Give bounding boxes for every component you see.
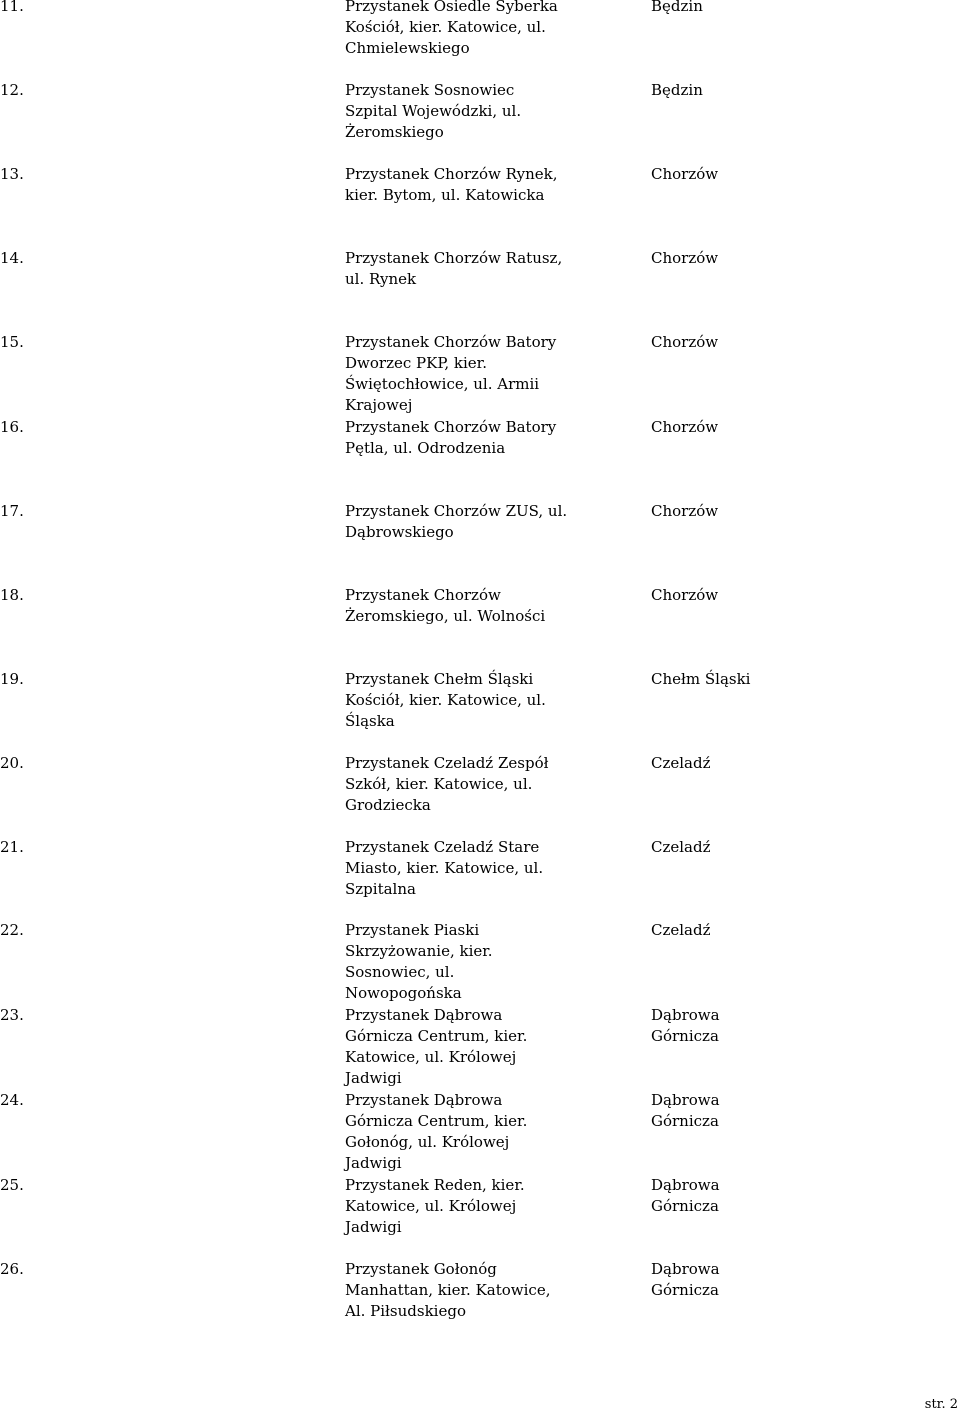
stop-name-line: Przystanek Chorzów Batory — [345, 418, 557, 436]
page-number: str. 2 — [924, 1397, 958, 1412]
stop-name-line: Żeromskiego — [345, 123, 444, 141]
stop-name — [345, 1005, 645, 1089]
city-name — [651, 1259, 851, 1301]
city-name-line: Dąbrowa — [651, 1176, 720, 1194]
stop-name-line: Świętochłowice, ul. Armii — [345, 375, 540, 393]
stop-name-line: Dworzec PKP, kier. — [345, 354, 487, 372]
city-name — [651, 248, 851, 269]
stop-name — [345, 417, 645, 459]
city-name-line: Będzin — [651, 81, 703, 99]
stop-name-line: Jadwigi — [345, 1154, 402, 1172]
stop-name-line: Pętla, ul. Odrodzenia — [345, 439, 506, 457]
stop-name-line: Al. Piłsudskiego — [345, 1302, 466, 1320]
city-name — [651, 1090, 851, 1132]
row-number: 20. — [0, 754, 24, 772]
stop-name-line: Przystanek Sosnowiec — [345, 81, 515, 99]
row-number: 15. — [0, 333, 24, 351]
city-name — [651, 0, 851, 17]
stop-name-line: Przystanek Czeladź Stare — [345, 838, 540, 856]
row-number: 11. — [0, 0, 24, 15]
stop-name-line: Przystanek Chorzów — [345, 586, 501, 604]
city-name-line: Chorzów — [651, 502, 719, 520]
row-number: 17. — [0, 502, 24, 520]
stop-name — [345, 164, 645, 206]
row-number: 14. — [0, 249, 24, 267]
row-number: 26. — [0, 1260, 24, 1278]
city-name-line: Dąbrowa — [651, 1006, 720, 1024]
row-number: 21. — [0, 838, 24, 856]
city-name — [651, 417, 851, 438]
stop-name — [345, 837, 645, 900]
city-name-line: Dąbrowa — [651, 1091, 720, 1109]
stop-name — [345, 0, 645, 59]
stop-name-line: Krajowej — [345, 396, 413, 414]
row-number: 12. — [0, 81, 24, 99]
stop-name-line: Katowice, ul. Królowej — [345, 1048, 517, 1066]
stop-name-line: Przystanek Chorzów ZUS, ul. — [345, 502, 568, 520]
stop-name-line: Nowopogońska — [345, 984, 462, 1002]
stop-name — [345, 80, 645, 143]
stop-name-line: ul. Rynek — [345, 270, 417, 288]
stop-name-line: Przystanek Chorzów Ratusz, — [345, 249, 563, 267]
city-name — [651, 1175, 851, 1217]
city-name — [651, 585, 851, 606]
row-number: 23. — [0, 1006, 24, 1024]
stop-name-line: Chmielewskiego — [345, 39, 470, 57]
stop-name-line: Przystanek Dąbrowa — [345, 1006, 503, 1024]
city-name — [651, 837, 851, 858]
city-name — [651, 80, 851, 101]
city-name — [651, 753, 851, 774]
row-number: 19. — [0, 670, 24, 688]
city-name — [651, 332, 851, 353]
stop-name — [345, 753, 645, 816]
row-number: 16. — [0, 418, 24, 436]
stop-name-line: Grodziecka — [345, 796, 431, 814]
stop-name — [345, 248, 645, 290]
city-name-line: Czeladź — [651, 754, 711, 772]
city-name-line: Chorzów — [651, 165, 719, 183]
stop-name-line: Katowice, ul. Królowej — [345, 1197, 517, 1215]
row-number: 22. — [0, 921, 24, 939]
row-number: 25. — [0, 1176, 24, 1194]
stop-name-line: Skrzyżowanie, kier. — [345, 942, 493, 960]
city-name-line: Górnicza — [651, 1197, 719, 1215]
stop-name-line: Przystanek Chorzów Batory — [345, 333, 557, 351]
stop-name-line: Górnicza Centrum, kier. — [345, 1027, 528, 1045]
city-name-line: Czeladź — [651, 921, 711, 939]
city-name — [651, 669, 851, 690]
stop-name — [345, 1259, 645, 1322]
stop-name-line: Dąbrowskiego — [345, 523, 454, 541]
city-name-line: Chorzów — [651, 249, 719, 267]
stop-name-line: Przystanek Osiedle Syberka — [345, 0, 558, 15]
row-number: 13. — [0, 165, 24, 183]
stop-name-line: Jadwigi — [345, 1218, 402, 1236]
stop-name — [345, 1175, 645, 1238]
city-name-line: Górnicza — [651, 1281, 719, 1299]
row-number: 18. — [0, 586, 24, 604]
stop-name-line: Szpital Wojewódzki, ul. — [345, 102, 522, 120]
stop-name-line: Manhattan, kier. Katowice, — [345, 1281, 551, 1299]
stop-name — [345, 669, 645, 732]
stop-name-line: Przystanek Gołonóg — [345, 1260, 497, 1278]
stop-name — [345, 332, 645, 416]
stop-name-line: Przystanek Chełm Śląski — [345, 670, 534, 688]
stop-name-line: Szkół, kier. Katowice, ul. — [345, 775, 533, 793]
stop-name — [345, 1090, 645, 1174]
city-name-line: Chorzów — [651, 586, 719, 604]
stop-name-line: Przystanek Piaski — [345, 921, 480, 939]
city-name — [651, 1005, 851, 1047]
city-name-line: Górnicza — [651, 1027, 719, 1045]
city-name-line: Górnicza — [651, 1112, 719, 1130]
city-name — [651, 501, 851, 522]
city-name-line: Chełm Śląski — [651, 670, 751, 688]
stop-name-line: Przystanek Dąbrowa — [345, 1091, 503, 1109]
stop-name-line: Kościół, kier. Katowice, ul. — [345, 691, 546, 709]
stop-name — [345, 585, 645, 627]
city-name-line: Chorzów — [651, 333, 719, 351]
stop-name-line: Gołonóg, ul. Królowej — [345, 1133, 510, 1151]
stop-name-line: Przystanek Czeladź Zespół — [345, 754, 549, 772]
stop-name-line: Miasto, kier. Katowice, ul. — [345, 859, 544, 877]
stop-name-line: Szpitalna — [345, 880, 416, 898]
stop-name — [345, 920, 645, 1004]
stop-name-line: Jadwigi — [345, 1069, 402, 1087]
stop-name-line: Żeromskiego, ul. Wolności — [345, 607, 546, 625]
city-name-line: Czeladź — [651, 838, 711, 856]
city-name-line: Dąbrowa — [651, 1260, 720, 1278]
city-name — [651, 164, 851, 185]
stop-name-line: Przystanek Chorzów Rynek, — [345, 165, 558, 183]
stop-name-line: Śląska — [345, 712, 395, 730]
stop-name — [345, 501, 645, 543]
stop-name-line: Kościół, kier. Katowice, ul. — [345, 18, 546, 36]
stop-name-line: Sosnowiec, ul. — [345, 963, 455, 981]
city-name — [651, 920, 851, 941]
row-number: 24. — [0, 1091, 24, 1109]
stop-name-line: Przystanek Reden, kier. — [345, 1176, 525, 1194]
stop-name-line: kier. Bytom, ul. Katowicka — [345, 186, 545, 204]
city-name-line: Będzin — [651, 0, 703, 15]
city-name-line: Chorzów — [651, 418, 719, 436]
stop-name-line: Górnicza Centrum, kier. — [345, 1112, 528, 1130]
